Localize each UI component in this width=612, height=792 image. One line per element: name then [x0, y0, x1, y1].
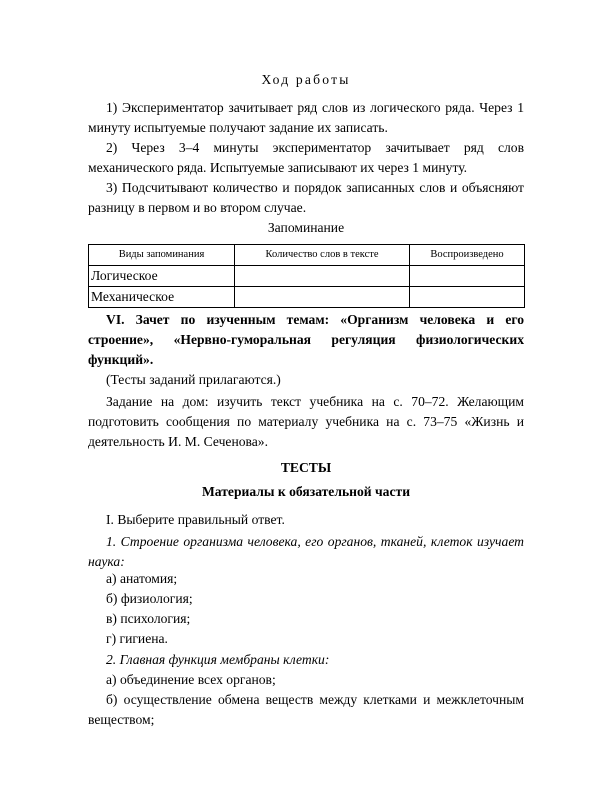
- section-6-note: (Тесты заданий прилагаются.): [106, 372, 281, 387]
- procedure-step-2: 2) Через 3–4 минуты экспериментатор зачитывает ряд слов механического ряда. Испытуемые записывают их через 1 минуту.: [88, 140, 524, 175]
- section-title: Ход работы: [261, 72, 351, 87]
- question-2-option: а) объединение всех органов;: [106, 672, 276, 687]
- section-6-text: VI. Зачет по изученным темам: «Организм человека и его строение», «Нервно-гуморальная регуляция физиологических функций».: [88, 312, 524, 367]
- table-cell: [410, 287, 525, 308]
- table-header-row: [89, 245, 525, 266]
- table-header-cell: Количество слов в тексте: [235, 245, 410, 266]
- tests-instruction: I. Выберите правильный ответ.: [106, 512, 285, 527]
- table-row: [89, 287, 525, 308]
- table-header-cell: Виды запоминания: [89, 245, 235, 266]
- homework-text: Задание на дом: изучить текст учебника на с. 70–72. Желающим подготовить сообщения по материалу учебника на с. 73–75 «Жизнь и деятельность И. М. Сеченова».: [88, 394, 524, 449]
- memorization-table: [88, 244, 525, 308]
- question-1-option: а) анатомия;: [106, 571, 178, 586]
- question-1-option: в) психология;: [106, 611, 191, 626]
- table-cell: [410, 266, 525, 287]
- table-cell: Механическое: [89, 287, 235, 308]
- question-2-option: б) осуществление обмена веществ между клетками и межклеточным веществом;: [88, 692, 524, 727]
- question-1-option: б) физиология;: [106, 591, 193, 606]
- table-header-cell: Воспроизведено: [410, 245, 525, 266]
- table-row: [89, 266, 525, 287]
- question-2: 2. Главная функция мембраны клетки:: [106, 652, 330, 667]
- tests-title: ТЕСТЫ: [280, 460, 332, 475]
- table-cell: [235, 266, 410, 287]
- procedure-step-1: 1) Экспериментатор зачитывает ряд слов из логического ряда. Через 1 минуту испытуемые получают задание их записать.: [88, 100, 524, 135]
- tests-subtitle: Материалы к обязательной части: [201, 484, 411, 499]
- table-cell: [235, 287, 410, 308]
- question-1-option: г) гигиена.: [106, 631, 168, 646]
- table-caption: Запоминание: [267, 220, 345, 235]
- question-1: 1. Строение организма человека, его органов, тканей, клеток изучает наука:: [88, 534, 524, 569]
- procedure-step-3: 3) Подсчитывают количество и порядок записанных слов и объясняют разницу в первом и во втором случае.: [88, 180, 524, 215]
- table-cell: Логическое: [89, 266, 235, 287]
